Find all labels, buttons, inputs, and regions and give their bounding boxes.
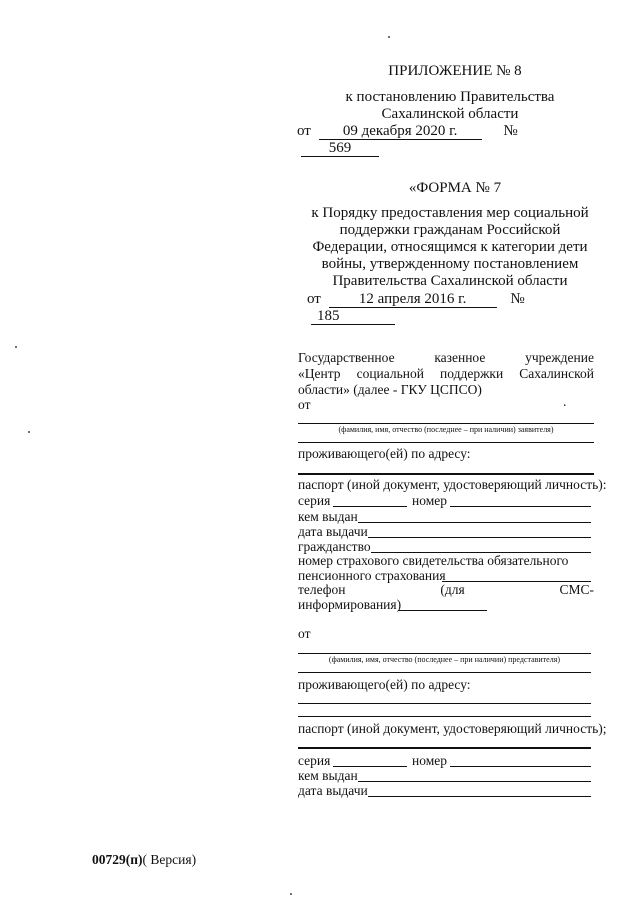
representative-issue-date-label: дата выдачи [298, 783, 368, 798]
representative-name-caption: (фамилия, имя, отчество (последнее – при наличии) представителя) [328, 655, 561, 664]
applicant-name-line-2[interactable] [298, 442, 594, 443]
appendix-number: 569 [301, 140, 379, 157]
form-desc-line: Федерации, относящимся к категории дети [312, 239, 588, 255]
applicant-address-label: проживающего(ей) по адресу: [298, 446, 471, 461]
applicant-from-dot: . [563, 394, 567, 409]
representative-from-label: от [298, 626, 311, 641]
recipient-line2 [298, 366, 594, 382]
representative-name-line-2[interactable] [298, 672, 591, 673]
form-date: 12 апреля 2016 г. [329, 291, 497, 308]
scan-speck [15, 346, 17, 348]
form-desc [300, 205, 600, 290]
applicant-issue-date-label: дата выдачи [298, 524, 368, 539]
recipient-line3: области» (далее - ГКУ ЦСПСО) [298, 382, 482, 397]
applicant-from-label: от [298, 397, 311, 412]
applicant-number-label: номер [412, 493, 448, 508]
representative-issue-date-field[interactable] [368, 796, 591, 797]
scan-speck [28, 431, 30, 433]
recipient-line1 [298, 350, 594, 366]
footer-code: 00729(п) [92, 852, 143, 867]
representative-passport-line[interactable] [298, 747, 591, 749]
representative-passport-label: паспорт (иной документ, удостоверяющий личность); [298, 721, 607, 736]
representative-name-line[interactable] [298, 653, 591, 654]
appendix-date-row [297, 123, 597, 157]
scan-speck [290, 893, 292, 895]
applicant-insurance-line2: пенсионного страхования [298, 568, 446, 583]
form-date-row [307, 291, 607, 325]
footer-version-label: ( Версия) [142, 852, 197, 867]
representative-number-field[interactable] [450, 766, 591, 767]
applicant-name-line[interactable] [298, 423, 594, 424]
applicant-number-field[interactable] [450, 506, 591, 507]
applicant-insurance-line1: номер страхового свидетельства обязательного [298, 553, 569, 568]
form-number: 185 [311, 308, 395, 325]
recipient-word: казенное [434, 350, 486, 365]
representative-issued-by-field[interactable] [358, 781, 591, 782]
form-desc-line: поддержки гражданам Российской [339, 222, 561, 238]
representative-number-label: номер [412, 753, 448, 768]
appendix-date: 09 декабря 2020 г. [319, 123, 482, 140]
recipient-word: «Центр [298, 366, 341, 381]
form-desc-line: войны, утвержденному постановлением [321, 256, 579, 272]
applicant-issued-by-label: кем выдан [298, 509, 358, 524]
applicant-phone-line2: информирования) [298, 597, 402, 612]
recipient-word: социальной [356, 366, 424, 381]
appendix-from-label: от [297, 123, 311, 139]
applicant-series-label: серия [298, 493, 331, 508]
footer-version [92, 852, 196, 868]
form-from-label: от [307, 291, 321, 307]
applicant-phone-field[interactable] [398, 610, 487, 611]
representative-issued-by-label: кем выдан [298, 768, 358, 783]
applicant-name-caption: (фамилия, имя, отчество (последнее – при наличии) заявителя) [338, 425, 554, 434]
form-desc-line: к Порядку предоставления мер социальной [311, 205, 589, 221]
applicant-phone-line1 [298, 582, 594, 598]
appendix-num-label: № [503, 123, 518, 139]
representative-series-field[interactable] [333, 766, 407, 767]
applicant-passport-label: паспорт (иной документ, удостоверяющий личность): [298, 477, 607, 492]
phone-word: телефон [298, 582, 346, 597]
applicant-address-line[interactable] [298, 473, 594, 475]
recipient-word: поддержки [440, 366, 504, 381]
form-title: «ФОРМА № 7 [408, 180, 502, 196]
recipient-word: учреждение [525, 350, 594, 365]
recipient-word: Государственное [298, 350, 395, 365]
representative-address-line-1[interactable] [298, 703, 591, 704]
applicant-issued-by-field[interactable] [358, 522, 591, 523]
phone-word: (для [440, 582, 465, 597]
applicant-citizenship-label: гражданство [298, 539, 371, 554]
appendix-title: ПРИЛОЖЕНИЕ № 8 [388, 63, 522, 79]
representative-series-label: серия [298, 753, 331, 768]
representative-address-label: проживающего(ей) по адресу: [298, 677, 471, 692]
form-desc-line: Правительства Сахалинской области [332, 273, 568, 289]
applicant-issue-date-field[interactable] [368, 537, 591, 538]
form-num-label: № [510, 291, 525, 307]
applicant-series-field[interactable] [333, 506, 407, 507]
appendix-line2: Сахалинской области [381, 106, 519, 122]
appendix-line1: к постановлению Правительства [345, 89, 555, 105]
phone-word: СМС- [559, 582, 594, 597]
scan-speck [388, 36, 390, 38]
recipient-word: Сахалинской [519, 366, 594, 381]
representative-address-line-2[interactable] [298, 716, 591, 717]
